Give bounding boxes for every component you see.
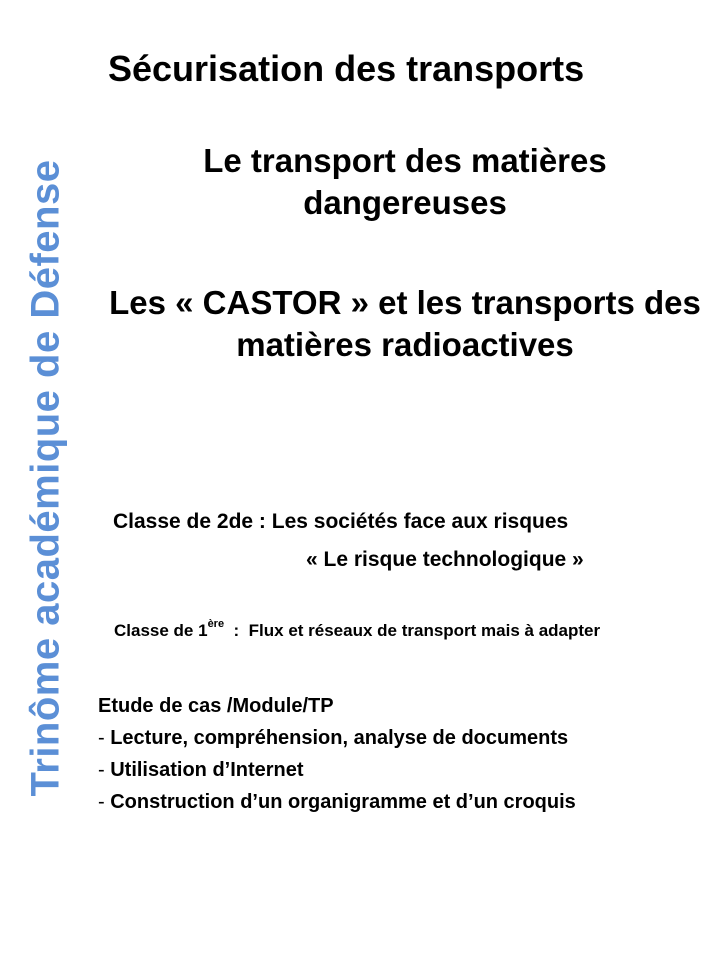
list-item [98,786,576,818]
side-banner: Trinôme académique de Défense [23,159,68,797]
list-dash: - [98,727,111,749]
list-dash: - [98,791,111,813]
list-item [98,722,576,754]
list-item-text: Lecture, compréhension, analyse de documents [110,727,569,749]
class-2de-theme: « Le risque technologique » [306,548,584,571]
list-item [98,754,576,786]
class-1ere-superscript: ère [207,618,225,630]
list-item-text: Construction d’un organigramme et d’un croquis [110,791,576,813]
class-1ere-line [114,618,601,641]
subtitle-dangerous-goods: Le transport des matières dangereuses [203,142,607,222]
class-2de-label: Classe de 2de : Les sociétés face aux risques [113,510,569,533]
list-item-text: Utilisation d’Internet [110,759,304,781]
page-title: Sécurisation des transports [108,48,585,89]
case-study-block [98,690,576,818]
subtitle-castor: Les « CASTOR » et les transports des matières radioactives [109,284,701,364]
list-dash: - [98,759,111,781]
class-1ere-suffix: : Flux et réseaux de transport mais à adapter [224,621,601,640]
case-study-heading: Etude de cas /Module/TP [98,695,334,717]
class-1ere-prefix: Classe de 1 [114,621,208,640]
